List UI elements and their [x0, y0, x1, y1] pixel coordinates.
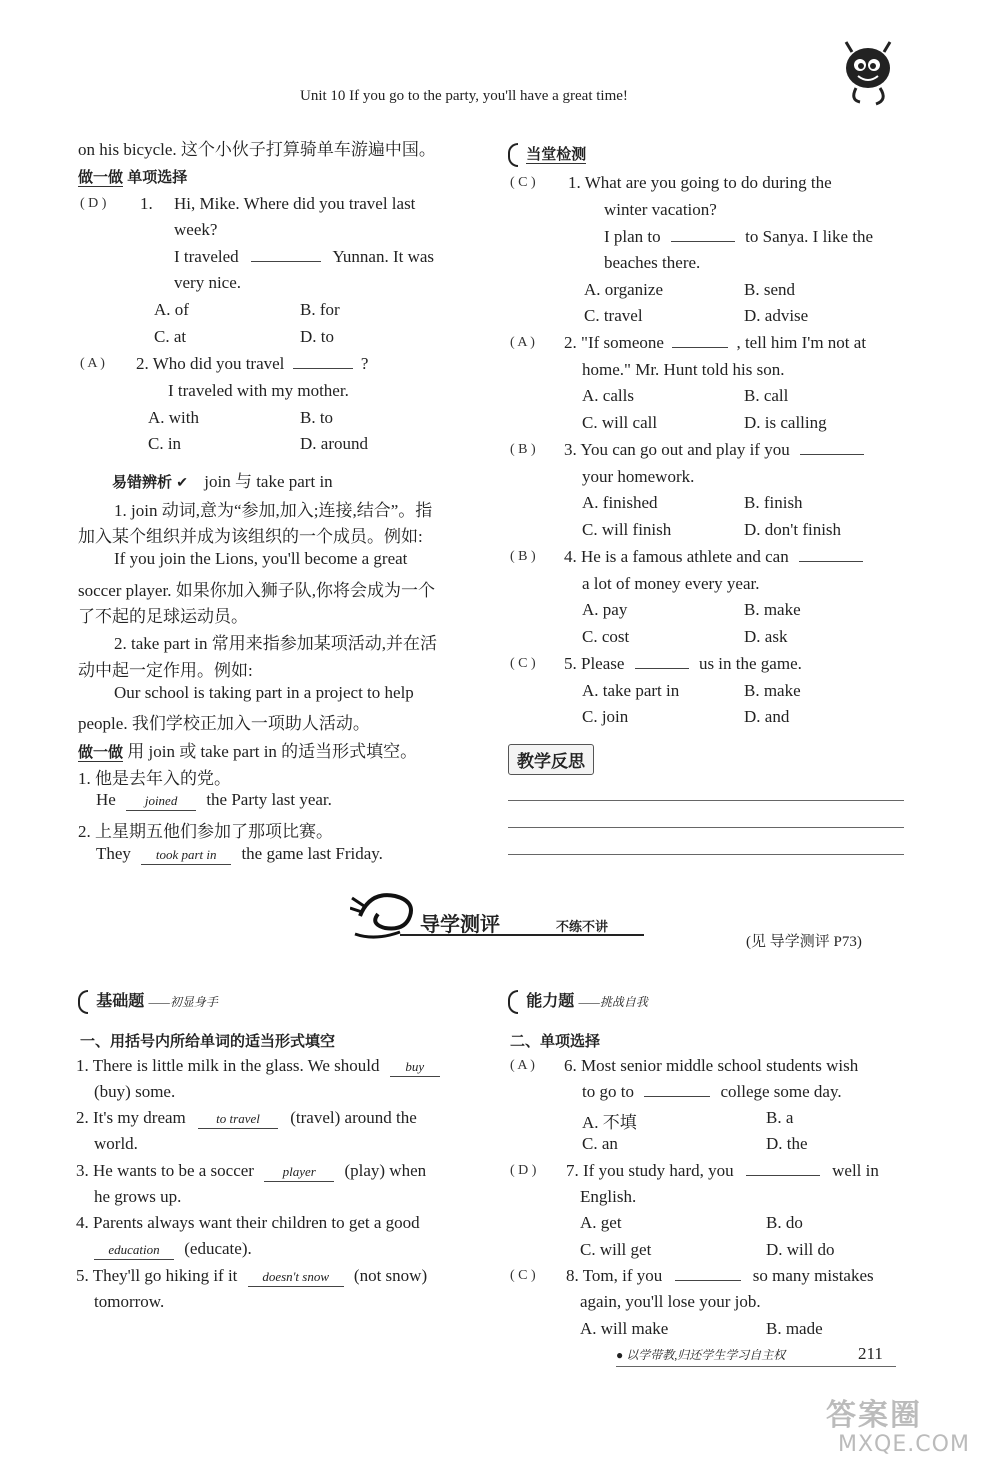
explain-line-1: 1. join 动词,意为“参加,加入;连接,结合”。指 [114, 501, 433, 520]
r5-a1: 5. Please [564, 654, 625, 673]
practice-text-2: 用 join 或 take part in 的适当形式填空。 [127, 742, 418, 761]
bullet-icon: ● [616, 1348, 624, 1362]
q7-opt-c: C. will get [580, 1240, 652, 1259]
q7-line-a [566, 1161, 879, 1181]
practice-tag-2: 做一做 [78, 743, 124, 761]
banner-swirl-icon [350, 886, 430, 946]
q7-blank[interactable] [746, 1175, 820, 1176]
explain-line-5: 了不起的足球运动员。 [78, 607, 248, 626]
error-analysis-title: join 与 take part in [204, 472, 333, 491]
answer-q8: ( C ) [510, 1268, 536, 1283]
class-test-heading [508, 143, 586, 167]
r3-line-b: your homework. [582, 467, 695, 486]
b2-b: (travel) around the [290, 1108, 417, 1127]
reflection-line-1[interactable] [508, 800, 904, 801]
q2-text2: ? [360, 354, 369, 373]
basic-q4-line-b [94, 1239, 252, 1260]
r5-line-a [564, 654, 802, 674]
r5-a2: us in the game. [698, 654, 802, 673]
fill-2-b: the game last Friday. [241, 844, 383, 863]
teaching-reflection-label: 教学反思 [508, 744, 594, 775]
fill-2-blank[interactable]: took part in [141, 846, 231, 865]
q1-opt-a: A. of [154, 300, 189, 319]
page-number: 211 [858, 1344, 883, 1363]
explain-line-4: soccer player. 如果你加入狮子队,你将会成为一个 [78, 581, 435, 600]
q1-opt-d: D. to [300, 327, 334, 346]
q7-a2: well in [832, 1161, 879, 1180]
answer-r4: ( B ) [510, 549, 536, 564]
bracket-icon-2 [78, 990, 88, 1014]
q1-opt-b: B. for [300, 300, 340, 319]
q2-line-b: I traveled with my mother. [168, 381, 349, 400]
q1-line-d: very nice. [174, 273, 242, 292]
q2-opt-c: C. in [148, 434, 182, 453]
q8-line-b: again, you'll lose your job. [580, 1292, 761, 1311]
r2-a2: , tell him I'm not at [736, 333, 867, 352]
r5-opt-d: D. and [744, 707, 790, 726]
q2-text1: 2. Who did you travel [136, 354, 285, 373]
answer-q7: ( D ) [510, 1163, 537, 1178]
r3-line-a [564, 440, 864, 460]
b1-blank[interactable]: buy [390, 1058, 440, 1077]
r1-opt-a: A. organize [584, 280, 663, 299]
banner-subtitle: 不练不讲 [556, 920, 609, 935]
check-icon: ✔ [176, 476, 188, 491]
q8-a2: so many mistakes [752, 1266, 874, 1285]
mascot-icon [838, 38, 898, 108]
q6-opt-a: A. 不填 [582, 1113, 637, 1132]
b4-blank[interactable]: education [94, 1241, 174, 1260]
watermark: 答案圈 [826, 1398, 922, 1433]
basic-q3-line-b: he grows up. [94, 1187, 182, 1206]
q6-opt-c: C. an [582, 1134, 618, 1153]
banner-underline [400, 934, 644, 936]
b5-b: (not snow) [353, 1266, 428, 1285]
r1-c2: to Sanya. I like the [745, 227, 874, 246]
q8-blank[interactable] [675, 1280, 741, 1281]
class-test-title: 当堂检测 [526, 145, 587, 163]
basic-q3-line-a [76, 1161, 426, 1182]
bracket-icon [508, 143, 518, 167]
q6-opt-d: D. the [766, 1134, 808, 1153]
footer-slogan [616, 1346, 785, 1363]
answer-r3: ( B ) [510, 442, 536, 457]
q2-opt-b: B. to [300, 408, 334, 427]
r1-line-a: 1. What are you going to do during the [568, 173, 832, 192]
r4-opt-d: D. ask [744, 627, 788, 646]
r4-opt-a: A. pay [582, 600, 628, 619]
bracket-icon-3 [508, 990, 518, 1014]
r2-opt-d: D. is calling [744, 413, 827, 432]
b5-a: 5. They'll go hiking if it [76, 1266, 238, 1285]
b2-blank[interactable]: to travel [198, 1110, 278, 1129]
reflection-line-3[interactable] [508, 854, 904, 855]
r1-line-c [604, 227, 873, 247]
r3-opt-b: B. finish [744, 493, 803, 512]
q1-c2: Yunnan. It was [332, 247, 435, 266]
q6-line-a: 6. Most senior middle school students wish [564, 1056, 859, 1075]
r1-line-b: winter vacation? [604, 200, 717, 219]
r3-opt-c: C. will finish [582, 520, 672, 539]
q7-line-b: English. [580, 1187, 637, 1206]
basic-q5-line-a [76, 1266, 427, 1287]
q8-opt-a: A. will make [580, 1319, 669, 1338]
q1-line-b: week? [174, 220, 218, 239]
r1-c1: I plan to [604, 227, 661, 246]
basic-q1-line-b: (buy) some. [94, 1082, 176, 1101]
r3-a: 3. You can go out and play if you [564, 440, 790, 459]
fill-1-blank[interactable]: joined [126, 792, 196, 811]
banner-reference: (见 导学测评 P73) [746, 934, 862, 950]
b1-a: 1. There is little milk in the glass. We should [76, 1056, 380, 1075]
practice-text: 单项选择 [127, 168, 188, 186]
q7-opt-d: D. will do [766, 1240, 835, 1259]
practice-heading-2 [78, 737, 417, 762]
basic-q2-line-b: world. [94, 1134, 138, 1153]
r3-blank[interactable] [800, 454, 864, 455]
r4-a: 4. He is a famous athlete and can [564, 547, 789, 566]
explain-line-6: 2. take part in 常用来指参加某项活动,并在活 [114, 634, 437, 653]
q6-b1: to go to [582, 1082, 634, 1101]
q2-blank[interactable] [293, 368, 353, 369]
q2-line-a [136, 354, 368, 374]
explain-line-2: 加入某个组织并成为该组织的一个成员。例如: [78, 527, 423, 546]
q8-a1: 8. Tom, if you [566, 1266, 663, 1285]
answer-r5: ( C ) [510, 656, 536, 671]
r3-opt-a: A. finished [582, 493, 658, 512]
q2-opt-a: A. with [148, 408, 199, 427]
r1-blank[interactable] [671, 241, 735, 242]
r5-blank[interactable] [635, 668, 689, 669]
q6-b2: college some day. [720, 1082, 842, 1101]
q1-number: 1. [140, 194, 153, 213]
r2-opt-c: C. will call [582, 413, 658, 432]
b5-blank[interactable]: doesn't snow [248, 1268, 344, 1287]
r2-a1: 2. "If someone [564, 333, 664, 352]
r4-opt-c: C. cost [582, 627, 630, 646]
fill-1-prompt: 1. 他是去年入的党。 [78, 769, 231, 788]
explain-line-3: If you join the Lions, you'll become a great [114, 549, 408, 568]
r1-opt-b: B. send [744, 280, 795, 299]
r5-opt-a: A. take part in [582, 681, 680, 700]
q2-opt-d: D. around [300, 434, 368, 453]
explain-line-9: people. 我们学校正加入一项助人活动。 [78, 714, 370, 733]
basic-q1-line-a [76, 1056, 440, 1077]
fill-1-a: He [96, 790, 116, 809]
practice-tag: 做一做 [78, 168, 124, 186]
explain-line-8: Our school is taking part in a project to help [114, 683, 414, 702]
watermark-url: MXQE.COM [838, 1432, 970, 1457]
error-analysis-heading [112, 467, 333, 492]
b3-blank[interactable]: player [264, 1163, 334, 1182]
basic-title: 基础题 [96, 991, 145, 1010]
basic-q5-line-b: tomorrow. [94, 1292, 165, 1311]
b2-a: 2. It's my dream [76, 1108, 186, 1127]
basic-heading [78, 988, 218, 1014]
b3-a: 3. He wants to be a soccer [76, 1161, 254, 1180]
basic-q2-line-a [76, 1108, 417, 1129]
footer-text: 以学带教,归还学生学习自主权 [626, 1348, 786, 1362]
footer-rule [616, 1366, 896, 1367]
q6-opt-b: B. a [766, 1108, 794, 1127]
ability-heading [508, 988, 648, 1014]
b4-b: (educate). [184, 1239, 252, 1258]
r1-opt-c: C. travel [584, 306, 643, 325]
q7-opt-b: B. do [766, 1213, 803, 1232]
answer-r2: ( A ) [510, 335, 535, 350]
q7-a1: 7. If you study hard, you [566, 1161, 734, 1180]
r1-opt-d: D. advise [744, 306, 809, 325]
q6-blank[interactable] [644, 1096, 710, 1097]
r3-opt-d: D. don't finish [744, 520, 842, 539]
fill-1-b: the Party last year. [206, 790, 332, 809]
answer-q6: ( A ) [510, 1058, 535, 1073]
q6-line-b [582, 1082, 842, 1102]
fill-2-a: They [96, 844, 131, 863]
fill-1-sentence [96, 790, 332, 811]
r2-line-a [564, 333, 866, 353]
q1-line-a: Hi, Mike. Where did you travel last [174, 194, 416, 213]
answer-q2: ( A ) [80, 356, 105, 371]
basic-q4-line-a: 4. Parents always want their children to get a good [76, 1213, 420, 1232]
ability-subtitle: ——挑战自我 [578, 995, 648, 1009]
ability-instruction: 二、单项选择 [510, 1032, 601, 1050]
r4-blank[interactable] [799, 561, 863, 562]
banner-title: 导学测评 [420, 912, 500, 936]
q1-blank[interactable] [251, 261, 321, 262]
fill-2-prompt: 2. 上星期五他们参加了那项比赛。 [78, 822, 333, 841]
r2-opt-a: A. calls [582, 386, 634, 405]
r2-blank[interactable] [672, 347, 728, 348]
r5-opt-c: C. join [582, 707, 629, 726]
q8-opt-b: B. made [766, 1319, 823, 1338]
r2-line-b: home." Mr. Hunt told his son. [582, 360, 785, 379]
left-line-0: on his bicycle. 这个小伙子打算骑单车游遍中国。 [78, 140, 436, 159]
q1-line-c [174, 247, 434, 267]
reflection-line-2[interactable] [508, 827, 904, 828]
r4-line-a [564, 547, 863, 567]
q7-opt-a: A. get [580, 1213, 622, 1232]
practice-heading-1 [78, 166, 187, 187]
r2-opt-b: B. call [744, 386, 789, 405]
fill-2-sentence [96, 844, 383, 865]
q1-opt-c: C. at [154, 327, 187, 346]
r1-line-d: beaches there. [604, 253, 701, 272]
r4-opt-b: B. make [744, 600, 801, 619]
b3-b: (play) when [344, 1161, 427, 1180]
q1-c1: I traveled [174, 247, 239, 266]
answer-r1: ( C ) [510, 175, 536, 190]
basic-subtitle: ——初显身手 [148, 995, 218, 1009]
q8-line-a [566, 1266, 874, 1286]
basic-instruction: 一、用括号内所给单词的适当形式填空 [80, 1032, 336, 1050]
r4-line-b: a lot of money every year. [582, 574, 760, 593]
page-header: Unit 10 If you go to the party, you'll have a great time! [300, 88, 628, 104]
ability-title: 能力题 [526, 991, 575, 1010]
explain-line-7: 动中起一定作用。例如: [78, 661, 253, 680]
answer-q1: ( D ) [80, 196, 107, 211]
error-analysis-tag: 易错辨析 [112, 473, 173, 491]
r5-opt-b: B. make [744, 681, 801, 700]
